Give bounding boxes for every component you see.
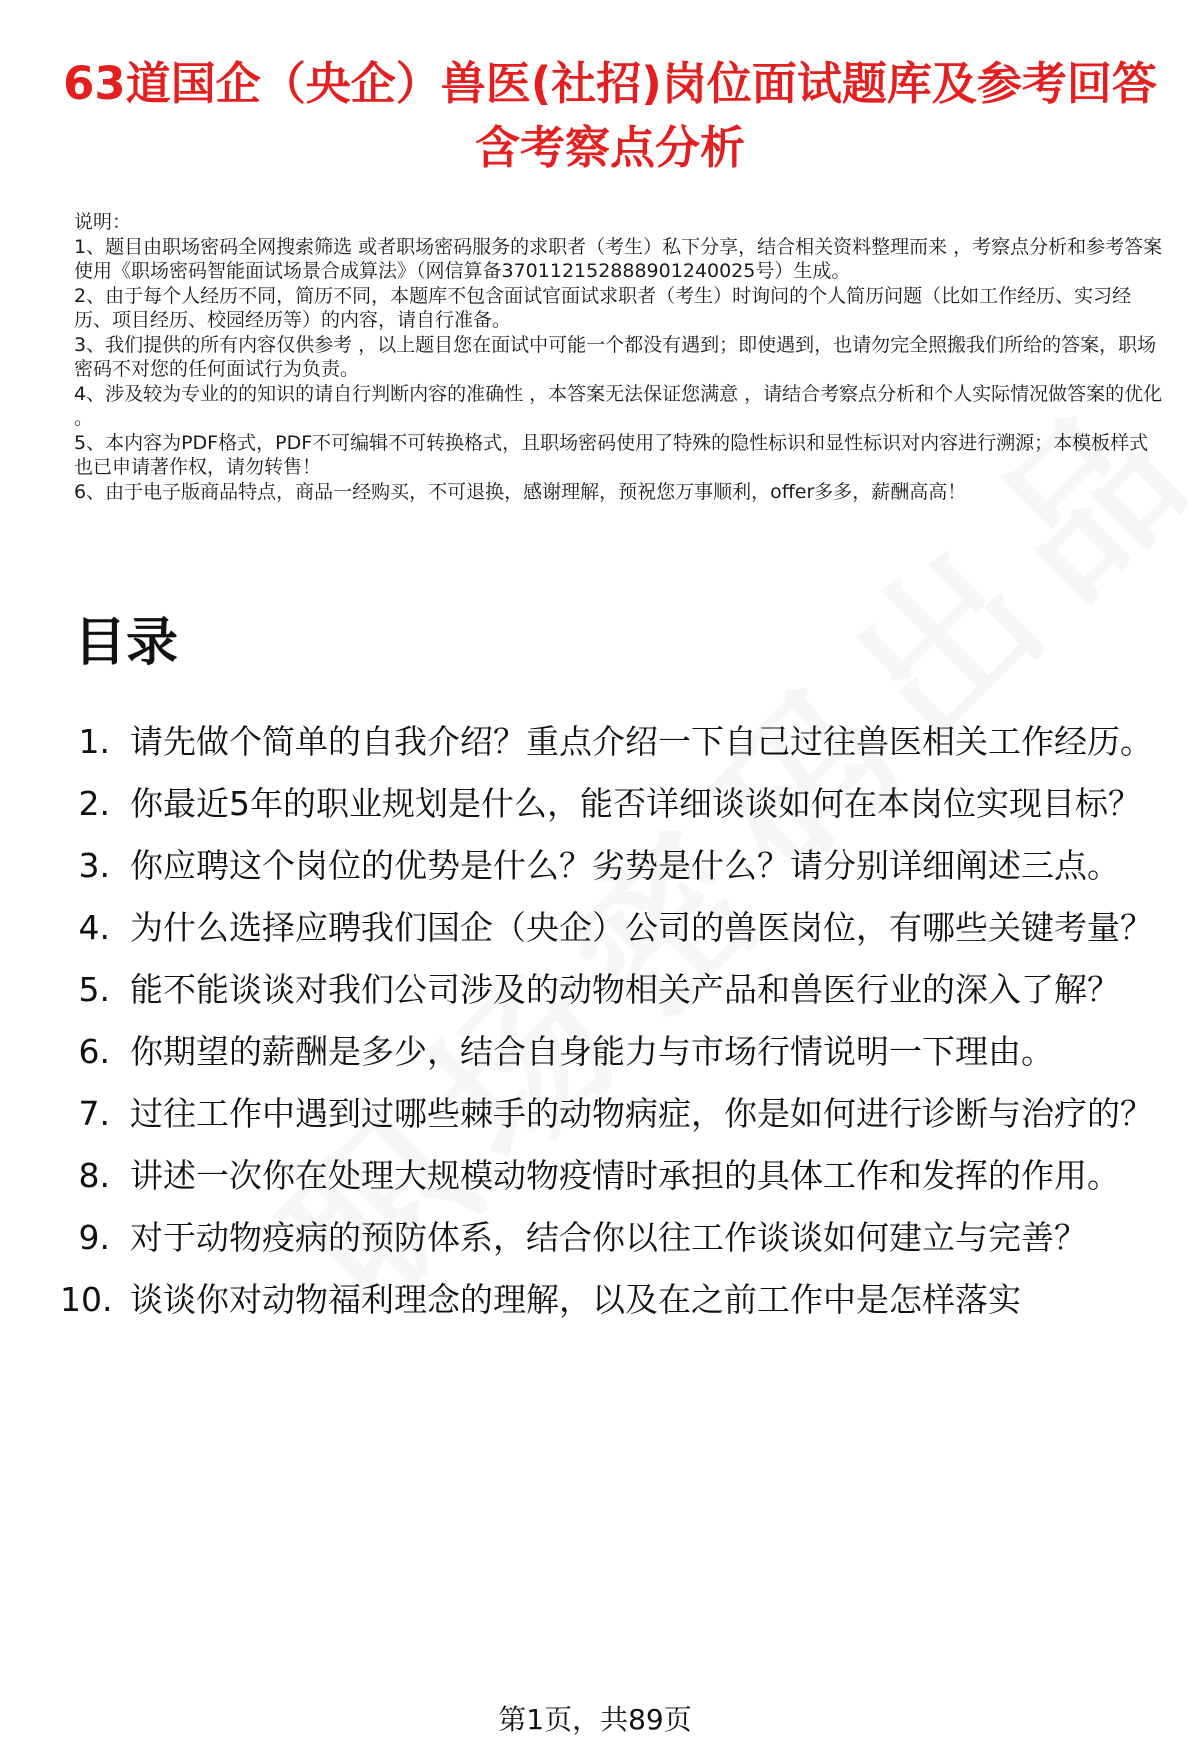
notes-block (74, 210, 1164, 504)
toc-item-number: 10. (60, 1280, 113, 1319)
page-footer: 第1页，共89页 (498, 1703, 692, 1736)
page-title: 63道国企（央企）兽医(社招)岗位面试题库及参考回答含考察点分析 (63, 57, 1157, 174)
toc-item-number: 3. (78, 846, 110, 885)
toc-item-text: 你应聘这个岗位的优势是什么？劣势是什么？请分别详细阐述三点。 (130, 846, 1120, 885)
toc-item-text: 对于动物疫病的预防体系，结合你以往工作谈谈如何建立与完善？ (130, 1218, 1087, 1257)
toc-item-number: 2. (78, 784, 110, 823)
toc-item[interactable] (60, 1277, 1170, 1322)
toc-item[interactable] (60, 1153, 1170, 1198)
toc-item-text: 讲述一次你在处理大规模动物疫情时承担的具体工作和发挥的作用。 (130, 1156, 1120, 1195)
note-item: 3、我们提供的所有内容仅供参考 ，以上题目您在面试中可能一个都没有遇到；即使遇到，也请勿完全照搬我们所给的答案，职场密码不对您的任何面试行为负责。 (74, 333, 1157, 380)
toc-item-number: 1. (78, 722, 110, 761)
toc-item-number: 4. (78, 908, 110, 947)
toc-item-number: 8. (78, 1156, 110, 1195)
toc-item-text: 能不能谈谈对我们公司涉及的动物相关产品和兽医行业的深入了解？ (130, 970, 1120, 1009)
toc-item-number: 6. (78, 1032, 110, 1071)
toc-item-text: 请先做个简单的自我介绍？重点介绍一下自己过往兽医相关工作经历。 (130, 722, 1153, 761)
note-item: 1、题目由职场密码全网搜索筛选 或者职场密码服务的求职者（考生）私下分享，结合相关资料整理而来 ，考察点分析和参考答案使用《职场密码智能面试场景合成算法》（网信算备370112152888901240025号）生成。 (74, 235, 1163, 282)
toc-item[interactable] (60, 1215, 1170, 1260)
toc-item-number: 5. (78, 970, 110, 1009)
toc-item[interactable] (60, 719, 1170, 764)
toc-item-text: 谈谈你对动物福利理念的理解，以及在之前工作中是怎样落实 (130, 1280, 1021, 1319)
note-item: 2、由于每个人经历不同，简历不同，本题库不包含面试官面试求职者（考生）时询问的个人简历问题（比如工作经历、实习经历、项目经历、校园经历等）的内容，请自行准备。 (74, 284, 1132, 331)
toc-list (60, 719, 1170, 1339)
toc-item[interactable] (60, 905, 1170, 950)
toc-item[interactable] (60, 967, 1170, 1012)
toc-item-text: 你期望的薪酬是多少，结合自身能力与市场行情说明一下理由。 (130, 1032, 1054, 1071)
toc-item-text: 为什么选择应聘我们国企（央企）公司的兽医岗位，有哪些关键考量？ (130, 908, 1153, 947)
toc-item-text: 你最近5年的职业规划是什么，能否详细谈谈如何在本岗位实现目标？ (130, 784, 1141, 823)
toc-item-text: 过往工作中遇到过哪些棘手的动物病症，你是如何进行诊断与治疗的？ (130, 1094, 1153, 1133)
toc-item[interactable] (60, 1029, 1170, 1074)
note-item: 4、涉及较为专业的的知识的请自行判断内容的准确性 ，本答案无法保证您满意 ，请结合考察点分析和个人实际情况做答案的优化 。 (74, 382, 1163, 429)
toc-item-number: 7. (78, 1094, 110, 1133)
toc-item-number: 9. (78, 1218, 110, 1257)
toc-heading: 目录 (74, 613, 179, 673)
note-item: 5、本内容为PDF格式，PDF不可编辑不可转换格式，且职场密码使用了特殊的隐性标识和显性标识对内容进行溯源；本模板样式也已申请著作权，请勿转售！ (74, 431, 1149, 478)
notes-header: 说明： (74, 211, 132, 233)
toc-item[interactable] (60, 1091, 1170, 1136)
toc-item[interactable] (60, 843, 1170, 888)
note-item: 6、由于电子版商品特点，商品一经购买，不可退换，感谢理解，预祝您万事顺利，offer多多，薪酬高高！ (74, 480, 967, 503)
toc-item[interactable] (60, 781, 1170, 826)
